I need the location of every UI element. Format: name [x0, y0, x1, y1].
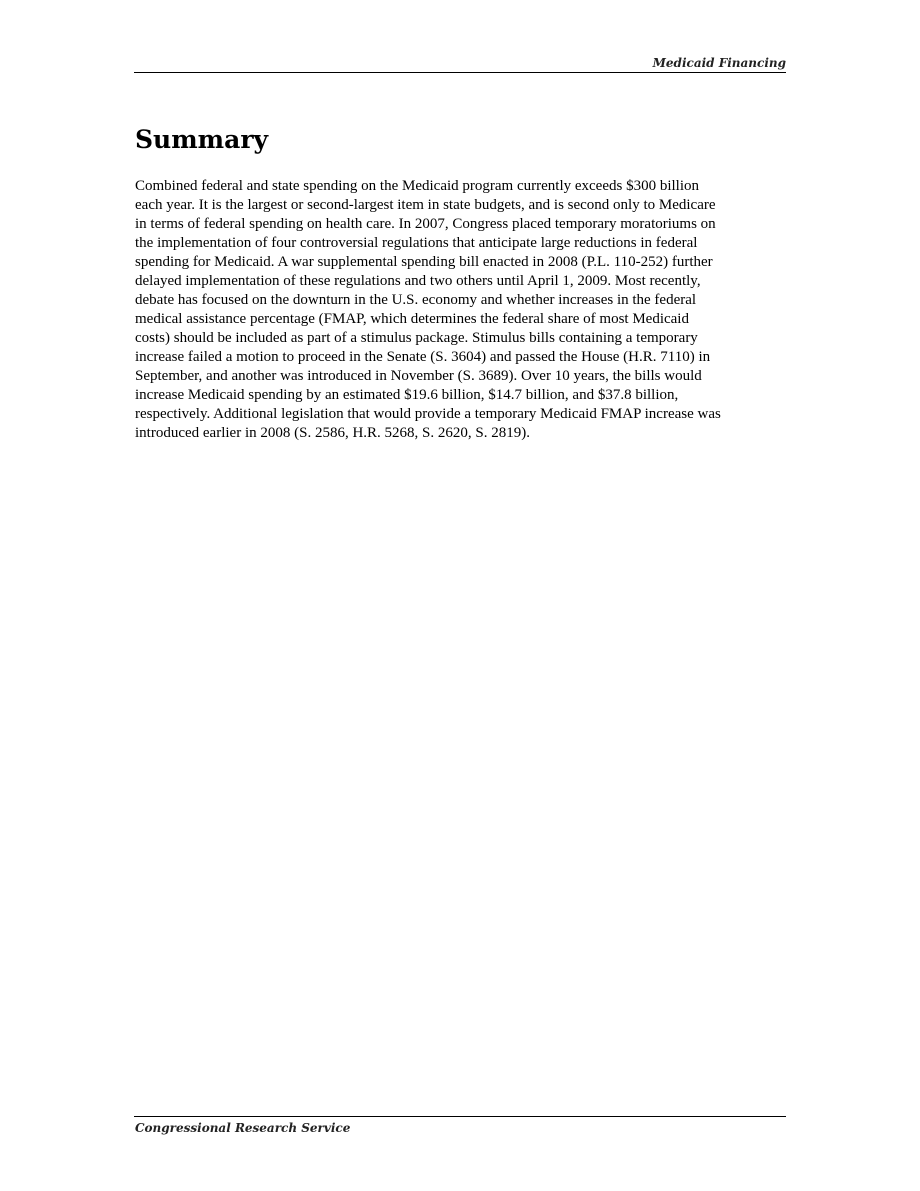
paragraph-line: respectively. Additional legislation that would provide a temporary Medicaid FMAP increase was [135, 406, 721, 422]
footer-rule [134, 1116, 786, 1117]
paragraph-line: costs) should be included as part of a stimulus package. Stimulus bills containing a temporary [135, 330, 698, 346]
paragraph-line: Combined federal and state spending on the Medicaid program currently exceeds $300 billion [135, 178, 700, 194]
paragraph-line: increase Medicaid spending by an estimated $19.6 billion, $14.7 billion, and $37.8 billion, [135, 387, 679, 403]
header-rule [134, 72, 786, 73]
section-heading: Summary [135, 125, 269, 154]
paragraph-line: debate has focused on the downturn in the U.S. economy and whether increases in the federal [135, 292, 697, 308]
paragraph-line: delayed implementation of these regulations and two others until April 1, 2009. Most recently, [135, 273, 701, 289]
summary-paragraph [135, 177, 790, 443]
running-footer-source: Congressional Research Service [135, 1121, 351, 1135]
paragraph-line: increase failed a motion to proceed in the Senate (S. 3604) and passed the House (H.R. 7110) in [135, 349, 711, 365]
paragraph-line: in terms of federal spending on health care. In 2007, Congress placed temporary moratoriums on [135, 216, 716, 232]
running-header-title: Medicaid Financing [652, 56, 786, 70]
paragraph-line: introduced earlier in 2008 (S. 2586, H.R. 5268, S. 2620, S. 2819). [135, 425, 530, 441]
paragraph-line: spending for Medicaid. A war supplemental spending bill enacted in 2008 (P.L. 110-252) further [135, 254, 713, 270]
paragraph-line: the implementation of four controversial regulations that anticipate large reductions in federal [135, 235, 698, 251]
paragraph-line: September, and another was introduced in November (S. 3689). Over 10 years, the bills would [135, 368, 702, 384]
paragraph-line: each year. It is the largest or second-largest item in state budgets, and is second only to Medicare [135, 197, 716, 213]
paragraph-line: medical assistance percentage (FMAP, which determines the federal share of most Medicaid [135, 311, 689, 327]
